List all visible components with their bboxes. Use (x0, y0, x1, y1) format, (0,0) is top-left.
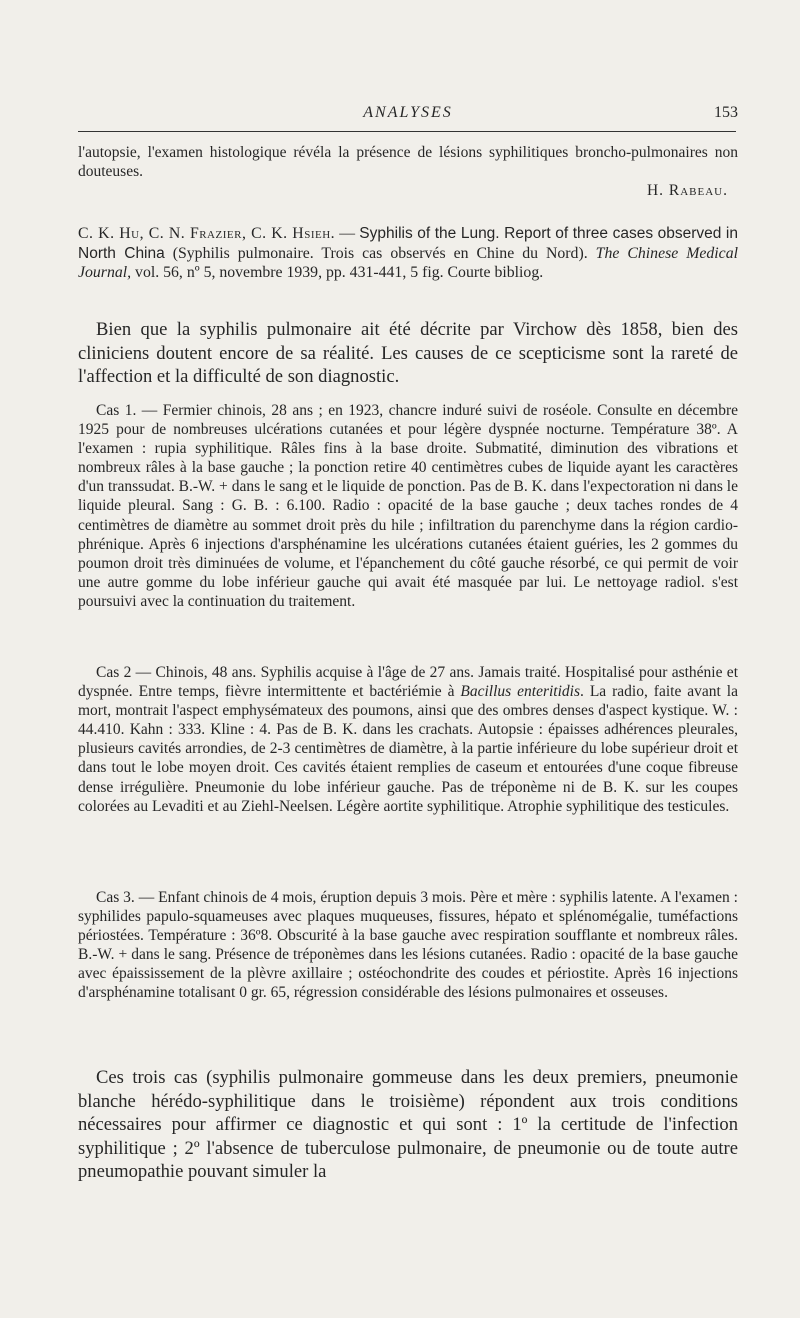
reference-authors: C. K. Hu, C. N. Frazier, C. K. Hsieh. (78, 225, 336, 242)
reference-title: Syphilis of the Lung. Report of three cases observed in North China (78, 225, 738, 262)
intro-paragraph (78, 318, 738, 389)
article-reference (78, 224, 738, 283)
reference-translation: (Syphilis pulmonaire. Trois cas observés en Chine du Nord). (164, 244, 596, 262)
reference-details: vol. 56, nº 5, novembre 1939, pp. 431-441, 5 fig. Courte bibliog. (131, 264, 544, 281)
running-title: ANALYSES (363, 104, 453, 121)
case-2-text (78, 663, 738, 816)
signature: H. Rabeau. (646, 182, 728, 200)
reference-journal: The Chinese Medical Journal, (78, 244, 738, 281)
header-rule (78, 131, 736, 132)
case-2 (78, 663, 738, 816)
reference-dash: — (335, 225, 360, 242)
case-1-text: Cas 1. — Fermier chinois, 28 ans ; en 1923, chancre induré suivi de roséole. Consulte en décembre 1925 pour de nombreuses ulcérations cutanées et pour légère dyspnée nocturne. Température 38º. A l'examen : rupia syphilitique. Râles fins à la base droite. Submatité, diminution des vibrations et nombreux râles à la base gauche ; la ponction retire 40 centimètres cubes de liquide ayant les caractères d'un transsudat. B.-W. + dans le sang et le liquide de ponction. Pas de B. K. dans l'expectoration ni dans le liquide pleural. Sang : G. B. : 6.100. Radio : opacité de la base gauche ; deux taches rondes de 4 centimètres de diamètre au sommet droit près du hile ; infiltration du parenchyme dans la région cardio-phrénique. Après 6 injections d'arsphénamine les ulcérations cutanées étaient guéries, les 2 gommes du poumon droit très diminuées de volume, et l'épanchement du côté gauche résorbé, ce qui permit de voir une autre gomme du lobe inférieur gauche qui avait été masquée par lui. Le nettoyage radiol. s'est poursuivi avec la continuation du traitement. (78, 402, 738, 610)
previous-article-text: l'autopsie, l'examen histologique révéla la présence de lésions syphilitiques broncho-pulmonaires non douteuses. (78, 144, 738, 181)
conclusion-paragraph (78, 1066, 738, 1184)
case-3 (78, 888, 738, 1003)
case-1 (78, 401, 738, 611)
running-head (78, 104, 738, 126)
case-2-text-after: . La radio, faite avant la mort, montrait l'aspect emphysémateux des poumons, ainsi que des ombres denses d'aspect kystique. W. : 44.410. Kahn : 333. Kline : 4. Pas de B. K. dans les crachats. Autopsie : épaisses adhérences pleurales, plusieurs cavités arrondies, de 2-3 centimètres de diamètre, à la partie inférieure du lobe supérieur droit et dans tout le lobe moyen droit. Ces cavités étaient remplies de caseum et entourées d'une coque fibreuse dense irrégulière. Pneumonie du lobe inférieur gauche. Pas de tréponème ni de B. K. sur les coupes colorées au Levaditi et au Ziehl-Neelsen. Légère aortite syphilitique. Atrophie syphilitique des testicules. (78, 683, 738, 815)
intro-text: Bien que la syphilis pulmonaire ait été décrite par Virchow dès 1858, bien des cliniciens doutent encore de sa réalité. Les causes de ce scepticisme sont la rareté de l'affection et la difficulté de son diagnostic. (78, 319, 738, 388)
previous-article-ending (78, 143, 738, 200)
page-number: 153 (714, 104, 738, 121)
case-2-text-before: Cas 2 — Chinois, 48 ans. Syphilis acquise à l'âge de 27 ans. Jamais traité. Hospitalisé pour asthénie et dyspnée. Entre temps, fièvre intermittente et bactériémie à (78, 664, 738, 701)
conclusion-text: Ces trois cas (syphilis pulmonaire gommeuse dans les deux premiers, pneumonie blanche hérédo-syphilitique dans le troisième) répondent aux trois conditions nécessaires pour affirmer ce diagnostic et qui sont : 1º la certitude de l'infection syphilitique ; 2º l'absence de tuberculose pulmonaire, de pneumonie ou de toute autre pneumopathie pouvant simuler la (78, 1067, 738, 1183)
case-3-text: Cas 3. — Enfant chinois de 4 mois, éruption depuis 3 mois. Père et mère : syphilis latente. A l'examen : syphilides papulo-squameuses avec plaques muqueuses, fissures, hépato et splénomégalie, tuméfactions périostées. Température : 36º8. Obscurité à la base gauche avec respiration soufflante et nombreux râles. B.-W. + dans le sang. Présence de tréponèmes dans les lésions cutanées. Radio : opacité de la base gauche avec épaississement de la plèvre axillaire ; ostéochondrite des coudes et périostite. Après 16 injections d'arsphénamine totalisant 0 gr. 65, régression considérable des lésions pulmonaires et osseuses. (78, 889, 738, 1002)
case-2-italic: Bacillus enteritidis (460, 683, 581, 701)
